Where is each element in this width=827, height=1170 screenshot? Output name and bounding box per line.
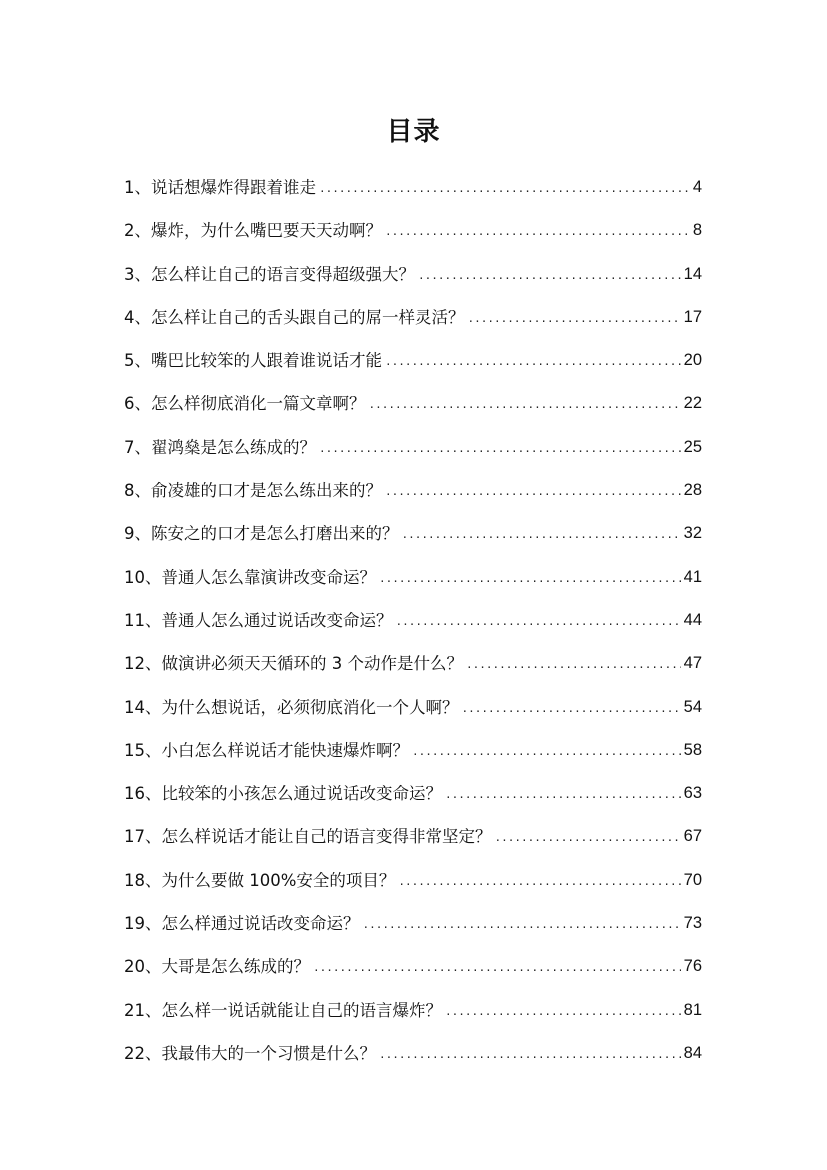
toc-entry-page-number: 73 [683, 914, 702, 933]
toc-entry-title: 4、怎么样让自己的舌头跟自己的屌一样灵活？ [124, 307, 465, 327]
toc-entry-page-number: 76 [683, 957, 702, 976]
dot-leader [363, 903, 681, 946]
dot-leader [313, 946, 681, 989]
toc-entry-title: 20、大哥是怎么练成的？ [124, 957, 310, 977]
toc-list [124, 166, 702, 1075]
dot-leader [319, 427, 681, 470]
toc-entry[interactable] [124, 686, 702, 729]
dot-leader [319, 167, 690, 210]
toc-entry-title: 16、比较笨的小孩怎么通过说话改变命运？ [124, 784, 442, 804]
toc-entry-page-number: 44 [683, 610, 702, 629]
toc-title: 目录 [386, 117, 441, 147]
toc-entry-title: 18、为什么要做 100%安全的项目？ [124, 870, 396, 890]
dot-leader [418, 254, 681, 297]
toc-entry[interactable] [124, 642, 702, 685]
toc-entry-page-number: 58 [683, 740, 702, 759]
toc-entry[interactable] [124, 772, 702, 815]
toc-entry-page-number: 14 [683, 264, 702, 283]
toc-entry-page-number: 67 [683, 827, 702, 846]
toc-entry-title: 8、俞凌雄的口才是怎么练出来的？ [124, 481, 382, 501]
toc-entry-title: 17、怎么样说话才能让自己的语言变得非常坚定？ [124, 827, 492, 847]
toc-entry-title: 22、我最伟大的一个习惯是什么？ [124, 1043, 376, 1063]
dot-leader [396, 600, 681, 643]
toc-entry[interactable] [124, 512, 702, 555]
toc-entry[interactable] [124, 945, 702, 988]
toc-entry[interactable] [124, 382, 702, 425]
toc-entry[interactable] [124, 859, 702, 902]
toc-entry-page-number: 20 [683, 351, 702, 370]
toc-entry-title: 3、怎么样让自己的语言变得超级强大？ [124, 264, 415, 284]
toc-entry-page-number: 28 [683, 481, 702, 500]
dot-leader [412, 730, 681, 773]
toc-entry-title: 6、怎么样彻底消化一篇文章啊？ [124, 394, 366, 414]
toc-entry[interactable] [124, 729, 702, 772]
toc-entry-title: 7、翟鸿燊是怎么练成的？ [124, 437, 316, 457]
toc-entry-title: 21、怎么样一说话就能让自己的语言爆炸？ [124, 1000, 442, 1020]
toc-entry-title: 11、普通人怎么通过说话改变命运？ [124, 610, 393, 630]
toc-entry-page-number: 47 [683, 654, 702, 673]
toc-entry-page-number: 4 [692, 178, 702, 196]
dot-leader [468, 297, 681, 340]
toc-entry-title: 14、为什么想说话，必须彻底消化一个人啊？ [124, 697, 459, 717]
dot-leader [445, 990, 681, 1033]
dot-leader [402, 513, 681, 556]
toc-entry[interactable] [124, 426, 702, 469]
toc-entry-page-number: 22 [683, 394, 702, 413]
toc-entry-page-number: 41 [683, 567, 702, 586]
toc-entry-title: 9、陈安之的口才是怎么打磨出来的？ [124, 524, 399, 544]
toc-entry-page-number: 17 [683, 307, 702, 326]
toc-entry-page-number: 8 [692, 221, 702, 240]
toc-entry[interactable] [124, 599, 702, 642]
dot-leader [385, 340, 681, 383]
dot-leader [379, 557, 681, 600]
toc-entry-title: 5、嘴巴比较笨的人跟着谁说话才能 [124, 351, 382, 371]
toc-entry[interactable] [124, 1032, 702, 1075]
dot-leader [398, 860, 680, 903]
dot-leader [466, 643, 681, 686]
dot-leader [445, 773, 681, 816]
toc-entry[interactable] [124, 209, 702, 252]
toc-entry[interactable] [124, 166, 702, 209]
toc-entry-page-number: 70 [683, 870, 702, 889]
toc-entry-title: 12、做演讲必须天天循环的 3 个动作是什么？ [124, 654, 463, 674]
toc-entry-title: 2、爆炸，为什么嘴巴要天天动啊？ [124, 221, 382, 241]
dot-leader [385, 210, 690, 253]
dot-leader [462, 687, 681, 730]
toc-entry[interactable] [124, 989, 702, 1032]
toc-entry[interactable] [124, 815, 702, 858]
toc-entry[interactable] [124, 339, 702, 382]
dot-leader [369, 383, 681, 426]
toc-entry-page-number: 81 [683, 1000, 702, 1019]
toc-entry[interactable] [124, 469, 702, 512]
dot-leader [385, 470, 681, 513]
toc-entry-page-number: 32 [683, 524, 702, 543]
toc-entry[interactable] [124, 902, 702, 945]
toc-entry-page-number: 84 [683, 1043, 702, 1062]
toc-entry-title: 1、说话想爆炸得跟着谁走 [124, 178, 316, 197]
dot-leader [495, 816, 681, 859]
toc-entry-title: 15、小白怎么样说话才能快速爆炸啊？ [124, 740, 409, 760]
toc-entry-title: 19、怎么样通过说话改变命运？ [124, 914, 360, 934]
dot-leader [379, 1033, 681, 1076]
toc-entry-page-number: 25 [683, 437, 702, 456]
toc-entry-page-number: 54 [683, 697, 702, 716]
toc-entry[interactable] [124, 253, 702, 296]
toc-entry[interactable] [124, 296, 702, 339]
toc-entry-title: 10、普通人怎么靠演讲改变命运？ [124, 567, 376, 587]
toc-entry[interactable] [124, 556, 702, 599]
toc-entry-page-number: 63 [683, 784, 702, 803]
